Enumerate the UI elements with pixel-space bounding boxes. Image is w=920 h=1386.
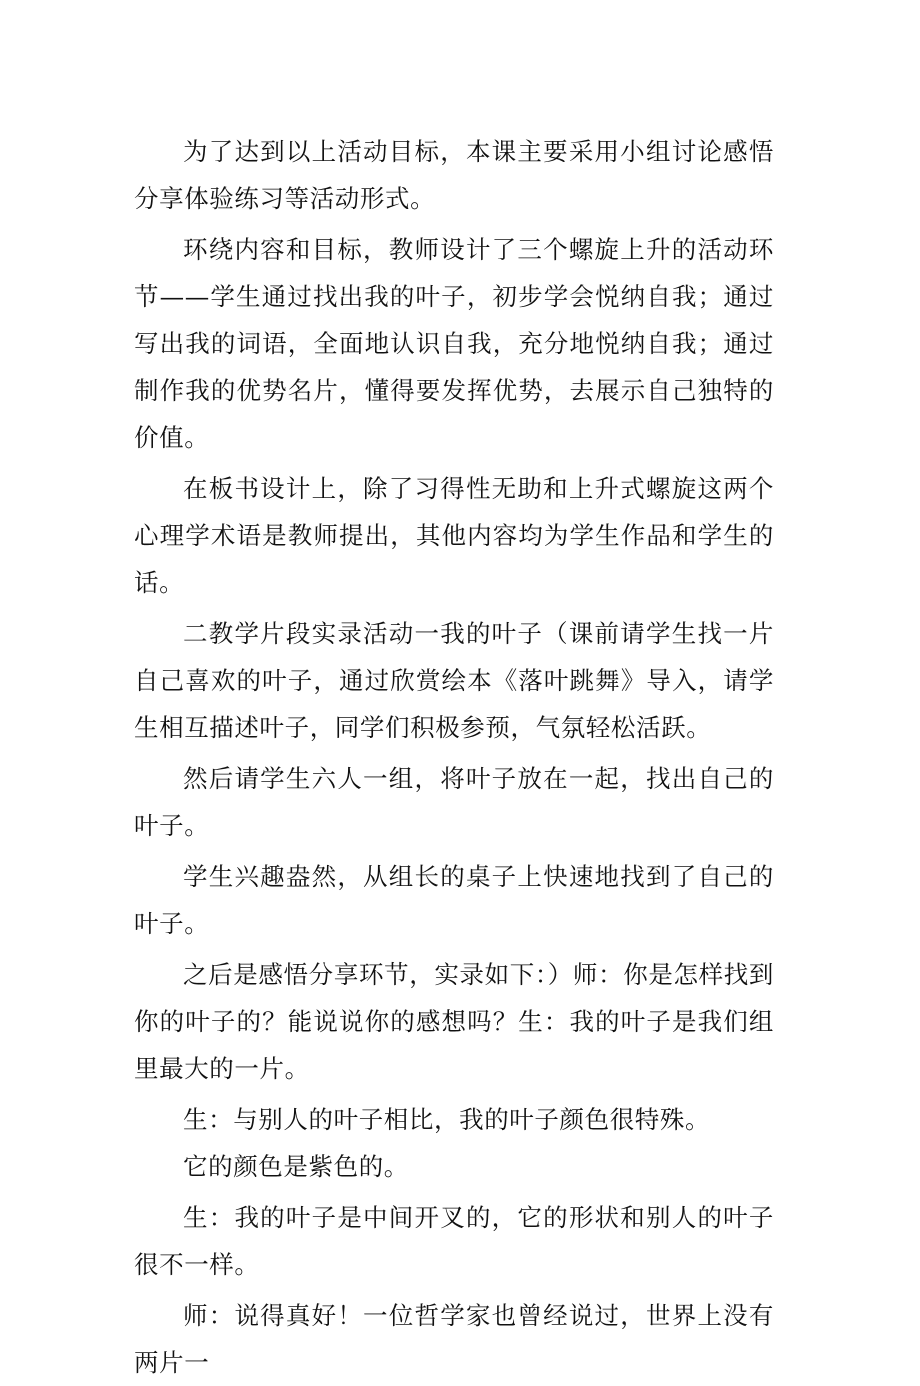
document-body [134, 128, 774, 1386]
paragraph-students-interest: 学生兴趣盎然，从组长的桌子上快速地找到了自己的叶子。 [134, 862, 774, 938]
paragraph-activity-form: 为了达到以上活动目标，本课主要采用小组讨论感悟分享体验练习等活动形式。 [134, 137, 774, 213]
paragraph-teacher-comment: 师：说得真好！一位哲学家也曾经说过，世界上没有两片一 [134, 1301, 774, 1377]
paragraph-student-color: 生：与别人的叶子相比，我的叶子颜色很特殊。 [183, 1105, 711, 1134]
paragraph-group-leaves: 然后请学生六人一组，将叶子放在一起，找出自己的叶子。 [134, 764, 774, 840]
paragraph-teaching-record: 二教学片段实录活动一我的叶子（课前请学生找一片自己喜欢的叶子，通过欣赏绘本《落叶跳舞》导入，请学生相互描述叶子，同学们积极参预，气氛轻松活跃。 [134, 619, 774, 742]
paragraph-student-shape: 生：我的叶子是中间开叉的，它的形状和别人的叶子很不一样。 [134, 1203, 774, 1279]
paragraph-board-design: 在板书设计上，除了习得性无助和上升式螺旋这两个心理学术语是教师提出，其他内容均为学生作品和学生的话。 [134, 474, 774, 597]
paragraph-activity-stages: 环绕内容和目标，教师设计了三个螺旋上升的活动环节——学生通过找出我的叶子，初步学会悦纳自我；通过写出我的词语，全面地认识自我，充分地悦纳自我；通过制作我的优势名片，懂得要发挥优势，去展示自己独特的价值。 [134, 235, 774, 452]
paragraph-purple-leaf: 它的颜色是紫色的。 [183, 1152, 409, 1181]
paragraph-sharing-record: 之后是感悟分享环节，实录如下：）师：你是怎样找到你的叶子的？能说说你的感想吗？生：我的叶子是我们组里最大的一片。 [134, 960, 774, 1083]
